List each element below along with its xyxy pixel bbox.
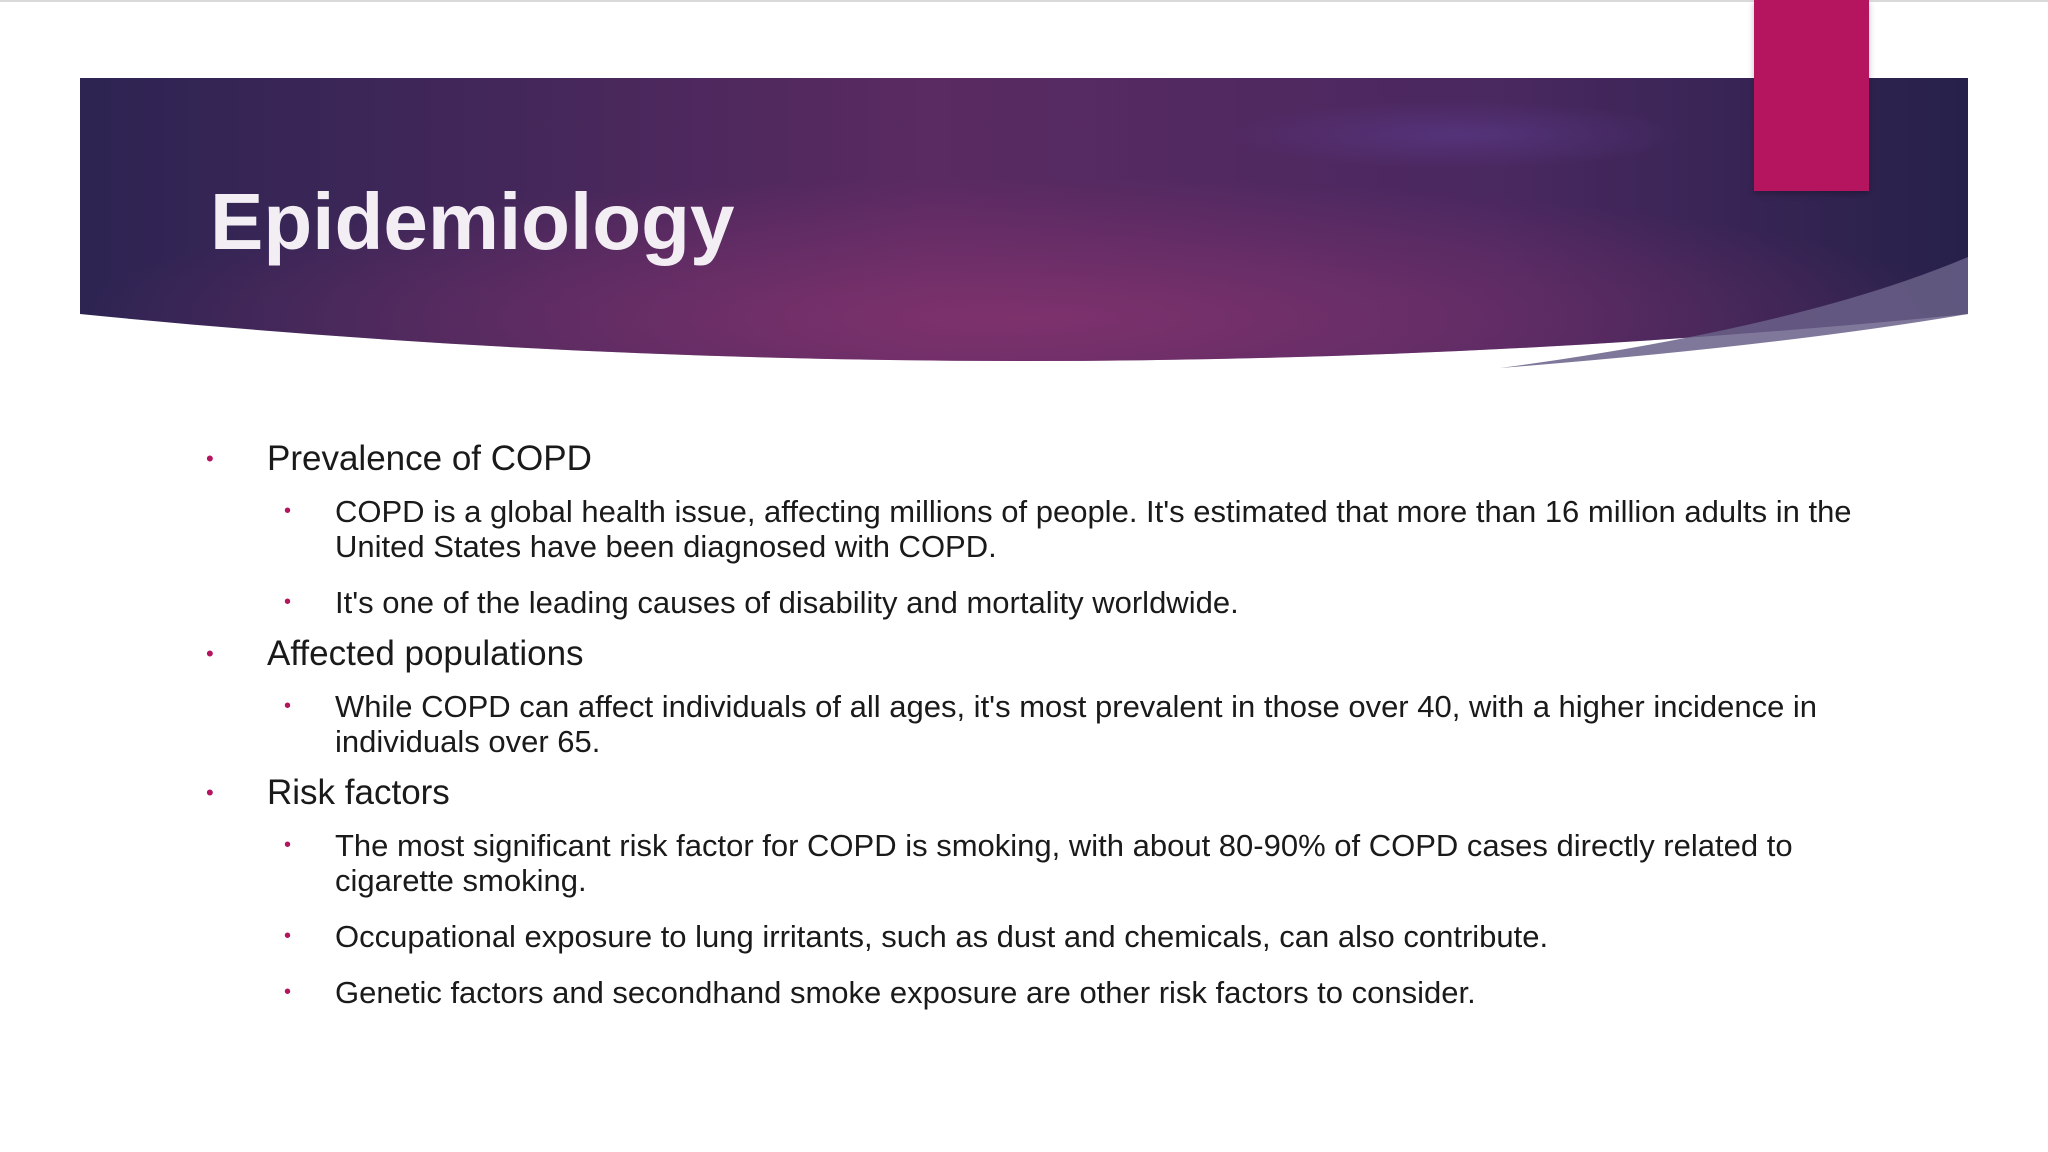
list-item bbox=[200, 919, 1900, 954]
accent-tab bbox=[1754, 0, 1869, 191]
bullet-icon: • bbox=[284, 500, 292, 522]
section-heading-prevalence bbox=[200, 438, 1900, 480]
section-heading-label: Prevalence of COPD bbox=[267, 439, 592, 478]
bullet-icon: • bbox=[284, 591, 292, 613]
list-item-text: COPD is a global health issue, affecting millions of people. It's estimated that more than 16 million adults in the United States have been diagnosed with COPD. bbox=[335, 494, 1852, 564]
bullet-icon: • bbox=[284, 925, 292, 947]
list-item bbox=[200, 585, 1900, 620]
bullet-icon: • bbox=[284, 834, 292, 856]
bullet-icon: • bbox=[284, 695, 292, 717]
section-heading-label: Risk factors bbox=[267, 773, 450, 812]
section-heading-label: Affected populations bbox=[267, 634, 584, 673]
bullet-icon: • bbox=[284, 981, 292, 1003]
section-heading-risk-factors bbox=[200, 772, 1900, 814]
list-item-text: While COPD can affect individuals of all ages, it's most prevalent in those over 40, with a higher incidence in individuals over 65. bbox=[335, 689, 1818, 759]
list-item-text: Occupational exposure to lung irritants, such as dust and chemicals, can also contribute. bbox=[335, 919, 1549, 954]
top-divider bbox=[0, 0, 2048, 2]
slide-title: Epidemiology bbox=[210, 177, 735, 266]
list-item bbox=[200, 828, 1900, 898]
list-item-text: Genetic factors and secondhand smoke exposure are other risk factors to consider. bbox=[335, 975, 1476, 1010]
bullet-icon: • bbox=[206, 446, 214, 471]
section-heading-affected-populations bbox=[200, 633, 1900, 675]
bullet-icon: • bbox=[206, 641, 214, 666]
list-item-text: It's one of the leading causes of disability and mortality worldwide. bbox=[335, 585, 1239, 620]
list-item bbox=[200, 494, 1900, 564]
bullet-icon: • bbox=[206, 780, 214, 805]
list-item-text: The most significant risk factor for COPD is smoking, with about 80-90% of COPD cases directly related to cigarette smoking. bbox=[335, 828, 1793, 898]
list-item bbox=[200, 975, 1900, 1010]
list-item bbox=[200, 689, 1900, 759]
slide-body bbox=[200, 438, 1900, 1031]
